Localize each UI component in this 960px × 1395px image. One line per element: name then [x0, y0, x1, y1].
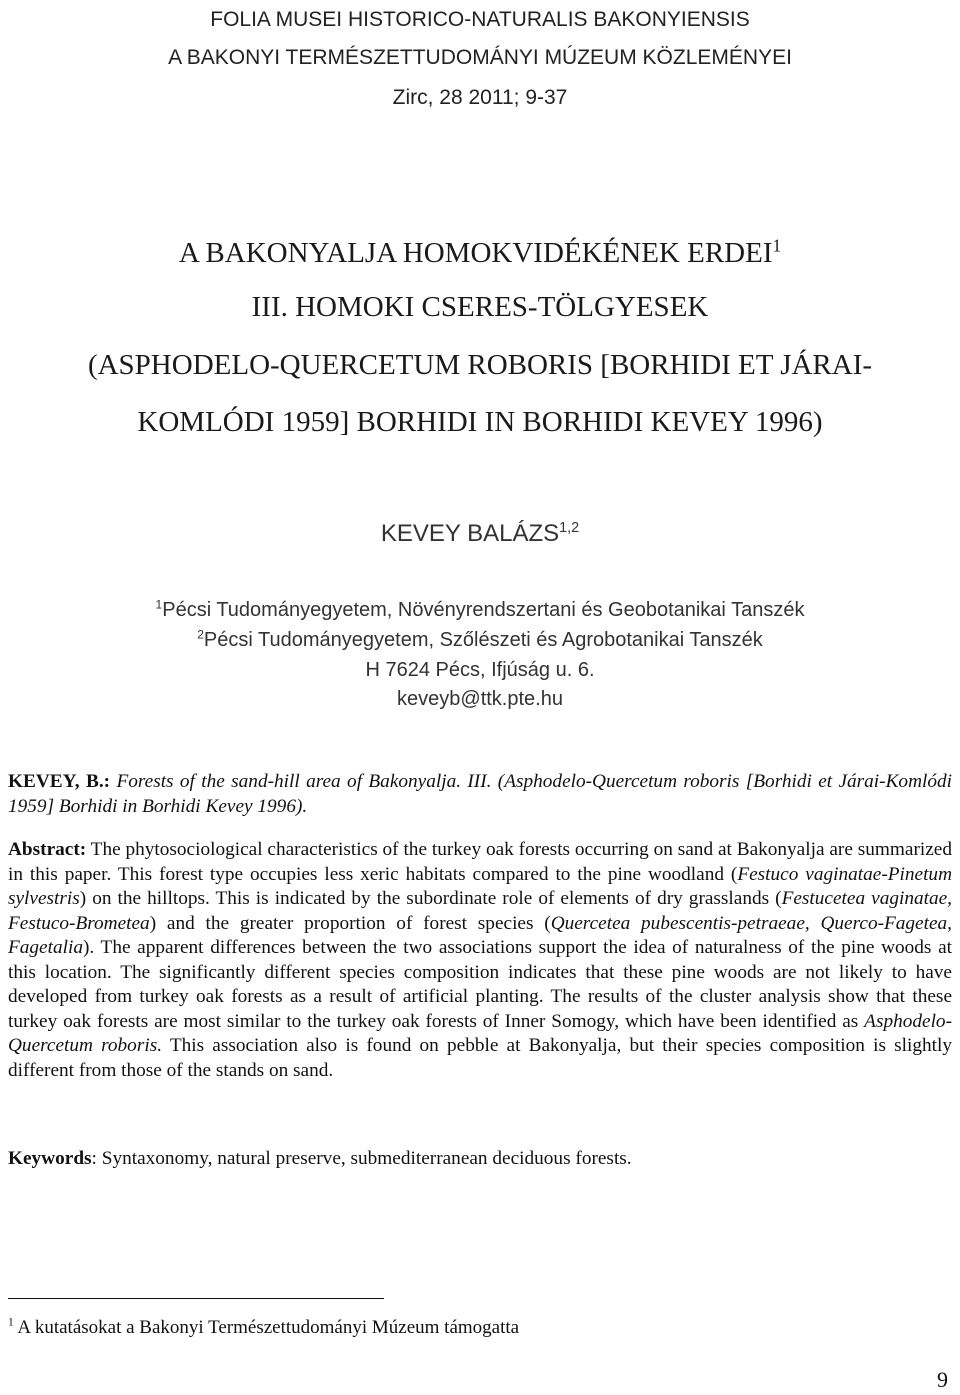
keywords — [8, 1147, 952, 1172]
affiliation-2-marker: 2 — [197, 627, 204, 642]
abstract-taxon-4: Asphodelo-Quercetum roboris. — [8, 1010, 952, 1056]
affiliation-1-text: Pécsi Tudományegyetem, Növényrendszertani és Geobotanikai Tanszék — [162, 599, 805, 621]
author-affiliation-marker: 1,2 — [559, 520, 580, 536]
abstract — [8, 838, 952, 1083]
affiliation-2 — [0, 626, 960, 654]
abstract-taxon-1: Festuco vaginatae-Pinetum sylvestris — [8, 863, 952, 909]
abstract-label: Abstract: — [8, 839, 87, 860]
article-title-line-4: KOMLÓDI 1959] BORHIDI IN BORHIDI KEVEY 1996) — [137, 406, 823, 438]
abstract-part-3: ) and the greater proportion of forest species ( — [149, 912, 551, 934]
citation — [8, 770, 952, 819]
article-title-line-1 — [0, 236, 960, 270]
author-line — [0, 520, 960, 548]
article-title-line-3: (ASPHODELO-QUERCETUM ROBORIS [BORHIDI ET JÁRAI- — [87, 349, 873, 381]
citation-text: Forests of the sand-hill area of Bakonyalja. III. (Asphodelo-Quercetum roboris [Borhidi et Járai-Komlódi 1959] Borhidi in Borhidi Kevey 1996). — [8, 771, 952, 817]
footnote-marker: 1 — [8, 1316, 14, 1329]
affiliation-2-text: Pécsi Tudományegyetem, Szőlészeti és Agrobotanikai Tanszék — [203, 629, 763, 651]
page-number: 9 — [937, 1367, 948, 1392]
abstract-part-1: The phytosociological characteristics of the turkey oak forests occurring on sand at Bakonyalja are summarized in this paper. This forest type occupies less xeric habitats compared to the pine woodland ( — [8, 839, 952, 885]
journal-title: FOLIA MUSEI HISTORICO-NATURALIS BAKONYIENSIS — [210, 8, 750, 31]
footnote-text: A kutatásokat a Bakonyi Természettudományi Múzeum támogatta — [17, 1317, 520, 1338]
email: keveyb@ttk.pte.hu — [397, 688, 563, 710]
title-line-1-text: A BAKONYALJA HOMOKVIDÉKÉNEK ERDEI — [178, 237, 773, 269]
affiliation-1-marker: 1 — [155, 597, 163, 612]
footnote — [8, 1316, 519, 1340]
abstract-taxon-3: Quercetea pubescentis-petraeae, Querco-Fagetea, Fagetalia — [8, 912, 952, 958]
article-title-line-2: III. HOMOKI CSERES-TÖLGYESEK — [251, 291, 709, 323]
abstract-taxon-2: Festucetea vaginatae, Festuco-Brometea — [8, 888, 952, 934]
keywords-label: Keywords — [8, 1148, 92, 1169]
address: H 7624 Pécs, Ifjúság u. 6. — [365, 659, 595, 681]
affiliation-1 — [0, 596, 960, 624]
citation-author: KEVEY, B.: — [8, 771, 111, 792]
keywords-text: : Syntaxonomy, natural preserve, submediterranean deciduous forests. — [91, 1148, 632, 1169]
journal-subtitle: A BAKONYI TERMÉSZETTUDOMÁNYI MÚZEUM KÖZLEMÉNYEI — [168, 46, 792, 69]
abstract-part-4: ). The apparent differences between the two associations support the idea of naturalness of the pine woods at this location. The significantly different species composition indicates that these pine woods are not likely to have developed from turkey oak forests as a result of artificial planting. The results of the cluster analysis show that these turkey oak forests are most similar to the turkey oak forests of Inner Somogy, which have been identified as — [8, 937, 952, 1032]
abstract-part-2: ) on the hilltops. This is indicated by the subordinate role of elements of dry grasslands ( — [79, 888, 782, 909]
journal-issue: Zirc, 28 2011; 9-37 — [392, 86, 568, 109]
title-footnote-marker: 1 — [772, 235, 782, 256]
footnote-divider — [8, 1298, 384, 1299]
abstract-part-5: This association also is found on pebble at Bakonyalja, but their species composition is slightly different from those of the stands on sand. — [8, 1035, 952, 1081]
author-name: KEVEY BALÁZS — [380, 520, 560, 547]
